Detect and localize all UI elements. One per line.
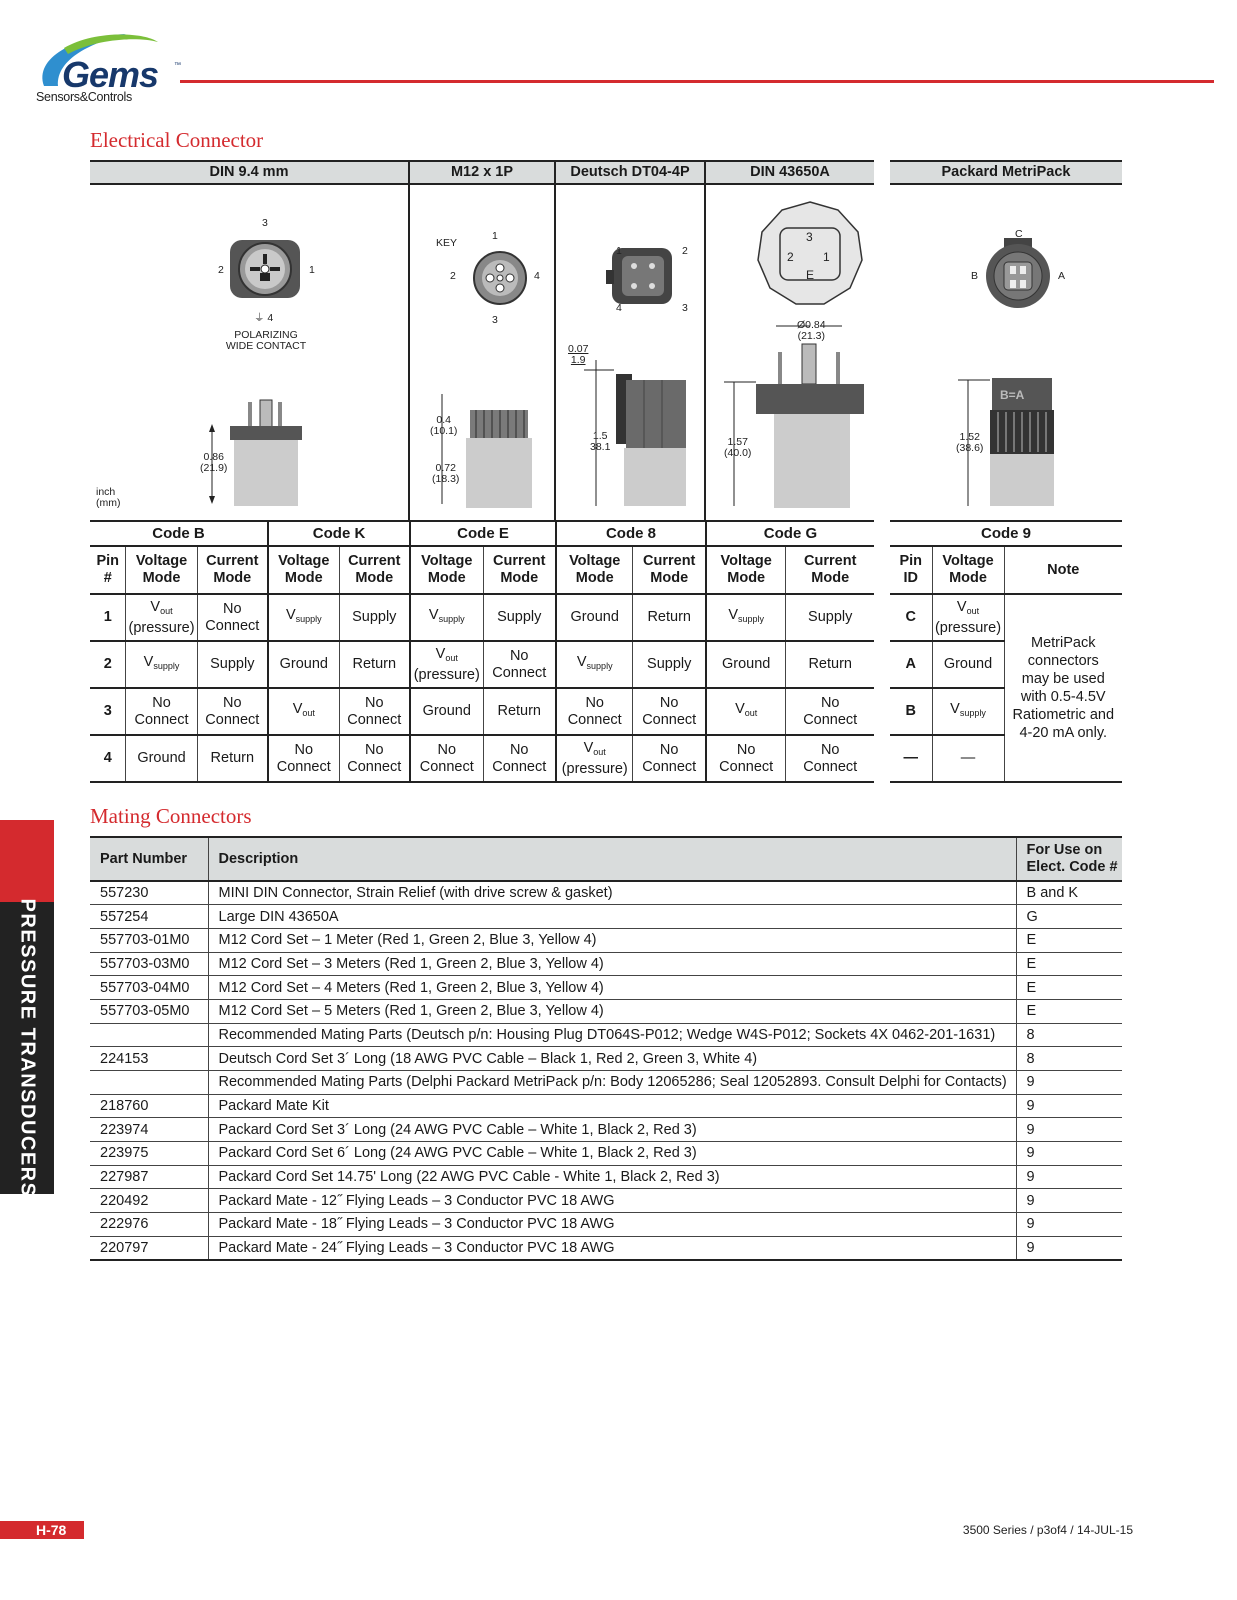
unit-label: inch (mm) xyxy=(96,486,121,509)
note-header: Note xyxy=(1004,546,1122,594)
table-row xyxy=(90,976,1122,1000)
table-row xyxy=(90,1213,1122,1237)
pin-number: 3 xyxy=(90,688,126,735)
code-b: Code B xyxy=(90,521,268,546)
pin-cell: $V_{supply}$ xyxy=(706,594,786,641)
pin-cell: $V_{out}$ (pressure) xyxy=(932,594,1004,641)
pin-cell: No Connect xyxy=(339,688,410,735)
part-number: 557703-04M0 xyxy=(90,976,208,1000)
description: Recommended Mating Parts (Deutsch p/n: Housing Plug DT064S-P012; Wedge W4S-P012; Sockets 4X 0462-201-1631) xyxy=(208,1023,1016,1047)
elect-code: 9 xyxy=(1016,1236,1122,1260)
part-number: 557254 xyxy=(90,905,208,929)
description: M12 Cord Set – 3 Meters (Red 1, Green 2, Blue 3, Yellow 4) xyxy=(208,952,1016,976)
description: Packard Mate - 12˝ Flying Leads – 3 Conductor PVC 18 AWG xyxy=(208,1189,1016,1213)
pin-cell: $V_{out}$ (pressure) xyxy=(126,594,197,641)
part-number: 220797 xyxy=(90,1236,208,1260)
pin-cell: $V_{out}$ (pressure) xyxy=(410,641,483,688)
current-mode-header: Current Mode xyxy=(786,546,874,594)
page-number: H-78 xyxy=(36,1522,67,1538)
part-number: 222976 xyxy=(90,1213,208,1237)
page-number-tab xyxy=(0,1521,84,1539)
deutsch-pin-2: 2 xyxy=(682,245,688,257)
pin-cell: Supply xyxy=(339,594,410,641)
voltage-mode-header: Voltage Mode xyxy=(268,546,339,594)
m12-pin-3: 3 xyxy=(492,314,498,326)
pin-number: 1 xyxy=(90,594,126,641)
description: Recommended Mating Parts (Delphi Packard MetriPack p/n: Body 12065286; Seal 12052893. Consult Delphi for Contacts) xyxy=(208,1071,1016,1095)
pin-number: 2 xyxy=(90,641,126,688)
part-number: 218760 xyxy=(90,1094,208,1118)
din94-note: POLARIZING WIDE CONTACT xyxy=(225,329,307,352)
pin-row xyxy=(890,594,1122,641)
din43650-pin-3: 3 xyxy=(806,230,813,244)
elect-code: E xyxy=(1016,999,1122,1023)
table-row xyxy=(90,1047,1122,1071)
table-row xyxy=(90,1142,1122,1166)
voltage-mode-header: Voltage Mode xyxy=(410,546,483,594)
pin-cell: Return xyxy=(483,688,556,735)
din43650-diameter: Ø0.84 (21.3) xyxy=(797,319,826,342)
current-mode-header: Current Mode xyxy=(197,546,268,594)
din43650-side-diagram xyxy=(720,316,870,510)
deutsch-pin-3: 3 xyxy=(682,302,688,314)
voltage-mode-header: Voltage Mode xyxy=(706,546,786,594)
trademark: ™ xyxy=(174,62,181,69)
m12-key-label: KEY xyxy=(436,237,458,249)
pin-cell: $V_{supply}$ xyxy=(410,594,483,641)
description: Packard Mate - 18˝ Flying Leads – 3 Conductor PVC 18 AWG xyxy=(208,1213,1016,1237)
elect-code: 9 xyxy=(1016,1142,1122,1166)
table-row xyxy=(90,999,1122,1023)
pin-id: C xyxy=(890,594,932,641)
description-header: Description xyxy=(208,837,1016,881)
m12-dimension-2: 0.72 (18.3) xyxy=(432,462,460,485)
pin-cell: Ground xyxy=(556,594,633,641)
m12-pin-4: 4 xyxy=(534,270,540,282)
part-number: 223975 xyxy=(90,1142,208,1166)
pin-cell: No Connect xyxy=(483,641,556,688)
pin-cell: — xyxy=(932,735,1004,782)
din94-pin-1: 1 xyxy=(309,264,315,276)
pin-cell: Ground xyxy=(932,641,1004,688)
part-number: 557230 xyxy=(90,881,208,905)
part-number-header: Part Number xyxy=(90,837,208,881)
pin-cell: No Connect xyxy=(786,735,874,782)
code-e: Code E xyxy=(410,521,556,546)
pin-id: B xyxy=(890,688,932,735)
description: Large DIN 43650A xyxy=(208,905,1016,929)
side-tab-label: PRESSURE TRANSDUCERS xyxy=(16,898,39,1198)
current-mode-header: Current Mode xyxy=(339,546,410,594)
elect-code: 9 xyxy=(1016,1189,1122,1213)
din94-pin-2: 2 xyxy=(218,264,224,276)
pin-id-header: Pin ID xyxy=(890,546,932,594)
conn-head-din94: DIN 9.4 mm xyxy=(90,160,408,185)
current-mode-header: Current Mode xyxy=(483,546,556,594)
brand-tagline: Sensors&Controls xyxy=(36,90,132,104)
pin-cell: No Connect xyxy=(197,688,268,735)
table-row xyxy=(90,928,1122,952)
table-row xyxy=(90,881,1122,905)
pin-cell: $V_{supply}$ xyxy=(268,594,339,641)
code-8: Code 8 xyxy=(556,521,706,546)
part-number: 557703-03M0 xyxy=(90,952,208,976)
pin-cell: No Connect xyxy=(410,735,483,782)
part-number: 557703-05M0 xyxy=(90,999,208,1023)
packard-body-label: B=A xyxy=(1000,388,1025,402)
brand-name: Gems xyxy=(62,54,159,95)
elect-code: 9 xyxy=(1016,1118,1122,1142)
part-number: 223974 xyxy=(90,1118,208,1142)
pin-cell: $V_{out}$ (pressure) xyxy=(556,735,633,782)
voltage-mode-header: Voltage Mode xyxy=(126,546,197,594)
description: M12 Cord Set – 1 Meter (Red 1, Green 2, Blue 3, Yellow 4) xyxy=(208,928,1016,952)
elect-code: 9 xyxy=(1016,1213,1122,1237)
description: MINI DIN Connector, Strain Relief (with drive screw & gasket) xyxy=(208,881,1016,905)
pin-row xyxy=(90,641,874,688)
mating-connectors-title: Mating Connectors xyxy=(90,804,252,828)
din43650-pin-1: 1 xyxy=(823,250,830,264)
voltage-mode-header: Voltage Mode xyxy=(932,546,1004,594)
part-number: 557703-01M0 xyxy=(90,928,208,952)
elect-code: 8 xyxy=(1016,1023,1122,1047)
elect-code-header: For Use on Elect. Code # xyxy=(1016,837,1122,881)
electrical-connector-title: Electrical Connector xyxy=(90,128,264,152)
pin-cell: Ground xyxy=(268,641,339,688)
pin-cell: No Connect xyxy=(633,735,706,782)
code-9: Code 9 xyxy=(890,521,1122,546)
elect-code: 9 xyxy=(1016,1071,1122,1095)
pin-cell: No Connect xyxy=(339,735,410,782)
pin-number: 4 xyxy=(90,735,126,782)
description: Deutsch Cord Set 3´ Long (18 AWG PVC Cable – Black 1, Red 2, Green 3, White 4) xyxy=(208,1047,1016,1071)
pin-cell: No Connect xyxy=(706,735,786,782)
m12-pin-1: 1 xyxy=(492,230,498,242)
din43650-pin-2: 2 xyxy=(787,250,794,264)
description: Packard Cord Set 14.75' Long (22 AWG PVC Cable - White 1, Black 2, Red 3) xyxy=(208,1165,1016,1189)
table-row xyxy=(90,952,1122,976)
pin-cell: $V_{supply}$ xyxy=(556,641,633,688)
part-number: 220492 xyxy=(90,1189,208,1213)
din43650-face-diagram xyxy=(754,198,866,310)
pin-cell: Supply xyxy=(483,594,556,641)
elect-code: G xyxy=(1016,905,1122,929)
code-k: Code K xyxy=(268,521,410,546)
conn-head-din43650: DIN 43650A xyxy=(706,160,874,185)
pin-cell: Ground xyxy=(706,641,786,688)
pin-id: A xyxy=(890,641,932,688)
m12-face-diagram xyxy=(470,248,530,310)
code-g: Code G xyxy=(706,521,874,546)
part-number xyxy=(90,1023,208,1047)
pin-table-code-9 xyxy=(890,520,1122,783)
elect-code: E xyxy=(1016,952,1122,976)
elect-code: E xyxy=(1016,928,1122,952)
part-number: 227987 xyxy=(90,1165,208,1189)
pin-cell: Ground xyxy=(126,735,197,782)
elect-code: 8 xyxy=(1016,1047,1122,1071)
pin-cell: No Connect xyxy=(483,735,556,782)
pin-cell: No Connect xyxy=(126,688,197,735)
packard-pin-c: C xyxy=(1015,228,1023,240)
deutsch-dimension-2: 1.5 38.1 xyxy=(590,430,611,453)
metripack-note: MetriPack connectors may be used with 0.5-4.5V Ratiometric and 4-20 mA only. xyxy=(1004,594,1122,782)
description: M12 Cord Set – 4 Meters (Red 1, Green 2, Blue 3, Yellow 4) xyxy=(208,976,1016,1000)
din94-face-diagram xyxy=(210,228,320,318)
din94-pin-4: ⏚ 4 xyxy=(254,312,274,324)
packard-dimension: 1.52 (38.6) xyxy=(956,431,984,454)
gems-logo xyxy=(34,28,184,106)
table-row xyxy=(90,1094,1122,1118)
pin-cell: Supply xyxy=(786,594,874,641)
pin-row xyxy=(90,594,874,641)
pin-id: — xyxy=(890,735,932,782)
conn-head-packard: Packard MetriPack xyxy=(890,160,1122,185)
table-row xyxy=(90,905,1122,929)
description: Packard Cord Set 3´ Long (24 AWG PVC Cable – White 1, Black 2, Red 3) xyxy=(208,1118,1016,1142)
table-row xyxy=(90,1071,1122,1095)
part-number: 224153 xyxy=(90,1047,208,1071)
m12-pin-2: 2 xyxy=(450,270,456,282)
pin-cell: Return xyxy=(339,641,410,688)
description: Packard Mate Kit xyxy=(208,1094,1016,1118)
pin-cell: Supply xyxy=(633,641,706,688)
pin-assignment-table xyxy=(90,520,874,783)
deutsch-pin-1: 1 xyxy=(616,245,622,257)
side-tab-accent xyxy=(0,820,54,902)
elect-code: E xyxy=(1016,976,1122,1000)
part-number xyxy=(90,1071,208,1095)
pin-row xyxy=(90,688,874,735)
din43650-dimension: 1.57 (40.0) xyxy=(724,436,752,459)
header-rule xyxy=(180,80,1214,83)
table-row xyxy=(90,1189,1122,1213)
pin-cell: $V_{out}$ xyxy=(706,688,786,735)
pin-cell: No Connect xyxy=(556,688,633,735)
m12-dimension-1: 0.4 (10.1) xyxy=(430,414,458,437)
pin-cell: Return xyxy=(633,594,706,641)
pin-row xyxy=(90,735,874,782)
pin-cell: Return xyxy=(786,641,874,688)
conn-head-deutsch: Deutsch DT04-4P xyxy=(556,160,704,185)
footer-text: 3500 Series / p3of4 / 14-JUL-15 xyxy=(962,1523,1133,1537)
deutsch-side-diagram xyxy=(566,356,696,510)
pin-number-header: Pin # xyxy=(90,546,126,594)
packard-face-diagram xyxy=(982,236,1054,312)
description: M12 Cord Set – 5 Meters (Red 1, Green 2, Blue 3, Yellow 4) xyxy=(208,999,1016,1023)
pin-cell: No Connect xyxy=(197,594,268,641)
description: Packard Cord Set 6´ Long (24 AWG PVC Cable – White 1, Black 2, Red 3) xyxy=(208,1142,1016,1166)
pin-cell: Return xyxy=(197,735,268,782)
pin-cell: No Connect xyxy=(268,735,339,782)
pin-cell: $V_{out}$ xyxy=(268,688,339,735)
packard-pin-a: A xyxy=(1058,270,1066,282)
elect-code: B and K xyxy=(1016,881,1122,905)
table-row xyxy=(90,1236,1122,1260)
table-row xyxy=(90,1023,1122,1047)
table-row xyxy=(90,1165,1122,1189)
pin-cell: No Connect xyxy=(786,688,874,735)
divider xyxy=(408,160,410,520)
pin-cell: Ground xyxy=(410,688,483,735)
din43650-pin-e: E xyxy=(806,268,815,282)
pin-cell: No Connect xyxy=(633,688,706,735)
din94-pin-3: 3 xyxy=(262,217,268,229)
conn-head-m12: M12 x 1P xyxy=(410,160,554,185)
pin-cell: Supply xyxy=(197,641,268,688)
description: Packard Mate - 24˝ Flying Leads – 3 Conductor PVC 18 AWG xyxy=(208,1236,1016,1260)
deutsch-dimension-1: 0.07 1.9 xyxy=(568,343,589,366)
mating-connectors-table xyxy=(90,836,1122,1261)
pin-cell: $V_{supply}$ xyxy=(932,688,1004,735)
packard-pin-b: B xyxy=(971,270,979,282)
deutsch-pin-4: 4 xyxy=(616,302,622,314)
m12-side-diagram xyxy=(430,388,540,510)
current-mode-header: Current Mode xyxy=(633,546,706,594)
elect-code: 9 xyxy=(1016,1094,1122,1118)
table-row xyxy=(90,1118,1122,1142)
voltage-mode-header: Voltage Mode xyxy=(556,546,633,594)
divider xyxy=(704,160,706,520)
din94-dimension: 0.86 (21.9) xyxy=(200,451,228,474)
elect-code: 9 xyxy=(1016,1165,1122,1189)
divider xyxy=(554,160,556,520)
pin-cell: $V_{supply}$ xyxy=(126,641,197,688)
